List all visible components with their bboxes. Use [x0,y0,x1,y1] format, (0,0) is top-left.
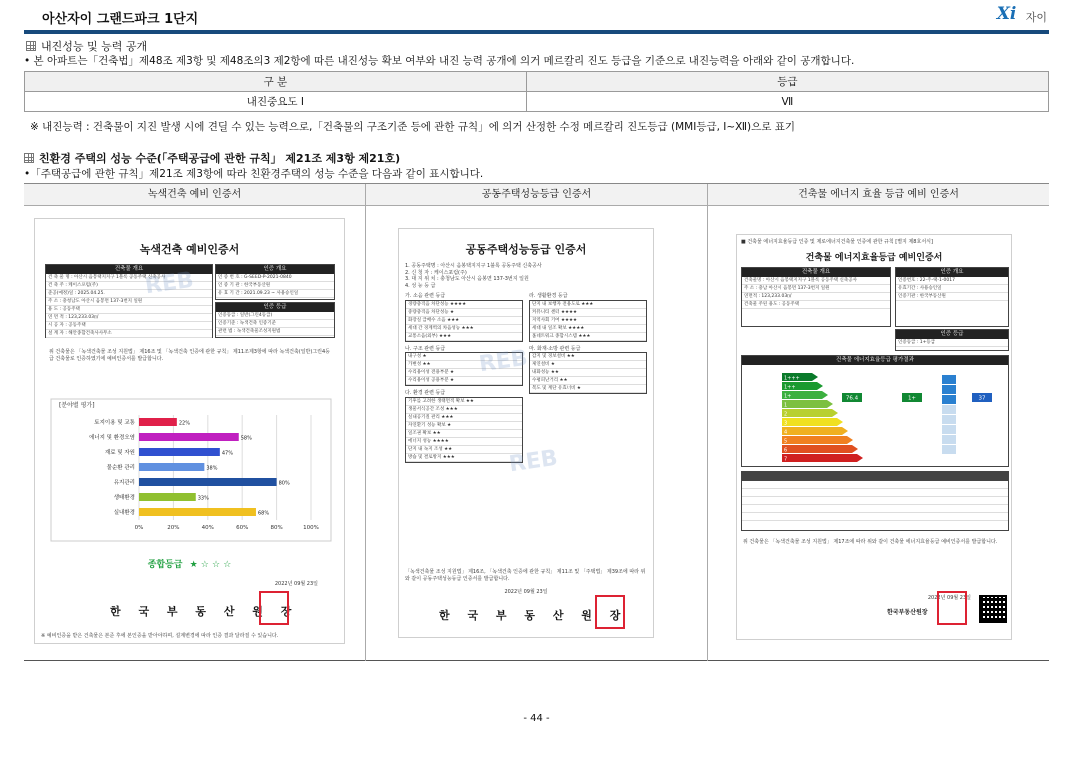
seismic-note: ※ 내진능력 : 건축물이 지진 발생 시에 견딜 수 있는 능력으로,「건축물의 구조기준 등에 관한 규칙」에 의거 산정한 수정 메르칼리 진도등급 (MMI등급, Ⅰ~Ⅻ)으로 표기 [30,121,796,133]
document-title: 아산자이 그랜드파크 1단지 [42,12,199,27]
seismic-description: • 본 아파트는「건축법」제48조 제3항 및 제48조의3 제2항에 따른 내진성능 확보 여부와 내진 능력 공개에 의거 메르칼리 진도 등급을 기준으로 내진능력을 아래와 같이 공개합니다. [24,55,855,67]
chart-title: [분야별 평가] [59,402,95,409]
grade-band-label: 5 [784,438,788,445]
overall-grade: 종합등급 ★ ☆ ☆ ☆ [147,560,232,570]
energy-rating-panel: 건축물 에너지효율등급 평가결과 1+++ 1++ 1+ 1 2 3 4 5 6 7 76.4 1+ 37 [741,355,1009,467]
page-number: - 44 - [523,713,550,724]
category-label: 생태환경 [113,495,135,501]
co2-gauge-segment [942,395,956,404]
header-housing-performance: 공동주택성능등급 인증서 [366,184,708,205]
housing-performance-cert-cell [366,206,708,661]
grade-band [782,445,858,453]
bar [139,463,204,471]
certificate-table [24,183,1049,661]
category-label: 실내환경 [113,510,135,516]
header-green-building: 녹색건축 예비 인증서 [24,184,366,205]
energy-detail-table [741,471,1009,531]
grade-band [782,409,838,417]
bar-value-label: 58% [240,435,252,442]
grade-band [782,454,863,462]
bar-value-label: 68% [257,510,270,517]
grade-marker-label: 1+ [907,395,917,402]
bar [139,493,196,501]
grade-marker-label: 37 [978,395,986,402]
grade-band-label: 1+++ [784,375,800,382]
official-seal-stamp [937,591,967,625]
cert3-statement: 위 건축물은 「녹색건축물 조성 지원법」 제17조에 따라 위와 같이 건축물 에너지효율등급 예비인증서를 발급합니다. [743,539,998,545]
cert3-building-box: 건축물 개요 건축물명 : 아산시 음봉택지지구 1블록 공동주택 신축공사 주 소 : 충남 아산시 음봉면 137-3번지 일원 연면적 : 123,233.03㎡ 건축물 주된 용도 : 공동주택 [741,267,891,327]
grade-band-label: 6 [784,447,788,454]
eco-description: •「주택공급에 관한 규칙」제21조 제3항에 따라 친환경주택의 성능 수준을 다음과 같이 표시합니다. [24,168,484,180]
grade-band [782,418,843,426]
co2-gauge-segment [942,405,956,414]
seismic-row-label: 내진중요도 I [25,92,527,112]
category-label: 재료 및 자원 [104,450,135,456]
header-energy-efficiency: 건축물 에너지 효율 등급 예비 인증서 [798,189,959,200]
x-tick-label: 80% [270,525,283,531]
seismic-table [24,71,1049,112]
energy-grade-bands [742,365,1008,465]
qr-code-icon [979,595,1007,623]
grade-band-label: 1+ [784,393,792,400]
bar-value-label: 33% [197,495,209,502]
watermark: REB [507,445,560,478]
x-tick-label: 0% [134,525,144,531]
cert1-building-box: 건축물 개요 건 축 물 명 : 아산시 음봉택지지구 1블록 공동주택 신축공사 건 축 주 : 케이스포럼(주) 준공(예정)일 : 2025.04.25. 주 소 : 충청남도 아산시 음봉면 137-3번지 일원 용 도 : 공동주택 연 면 적 : 123,233.03㎡ 시 공 자 : 공동주택 설 계 자 : 해안종합건축사사무소 [45,264,213,338]
certificate-table-header [24,184,1049,206]
category-label: 토지이용 및 교통 [94,420,135,426]
grade-marker-label: 76.4 [845,395,859,402]
seismic-col-category: 구 분 [25,72,527,92]
x-tick-label: 40% [201,525,214,531]
energy-efficiency-certificate [736,234,1012,640]
cert3-date: 2022년 09월 23일 [927,595,971,601]
co2-gauge-segment [942,375,956,384]
grade-band-label: 1++ [784,384,796,391]
co2-gauge-segment [942,425,956,434]
bar-value-label: 22% [178,420,190,427]
cert1-grade-box: 인증 등급 인증등급 : 일반(그린4등급) 인증기준 : 녹색건축 인증기준 관련 법 : 녹색건축물조성지원법 [215,302,335,338]
cert1-statement: 위 건축물은 「녹색건축물 조성 지원법」 제16조 및 「녹색건축 인증에 관한 규칙」 제11조제3항에 따라 녹색건축(일반)그린4등급 건축물로 인증하였기에 예비인증서를 발급합니다. [49,349,331,362]
co2-gauge-segment [942,445,956,454]
cert1-signer: 한 국 부 동 산 원 장 [110,605,299,618]
cert2-title: 공동주택성능등급 인증서 [465,243,587,256]
category-evaluation-chart [47,397,337,547]
seismic-row-value: Ⅶ [526,92,1048,112]
category-label: 물순환 관리 [106,465,135,471]
watermark: REB [143,267,196,300]
cert3-title: 건축물 에너지효율등급 예비인증서 [805,253,943,263]
grade-band-label: 3 [784,420,788,427]
cert2-info: 1. 공동주택명 : 아산시 음봉택지지구 1블록 공동주택 신축공사 2. 신 청 자 : 케이스포럼(주) 3. 대 지 위 치 : 충청남도 아산시 음봉면 137-3번지 일원 4. 성 능 등 급 [405,263,542,289]
xi-logo-icon: Xi [996,4,1017,24]
cert2-statement: 「녹색건축물 조성 지원법」 제16조, 「녹색건축 인증에 관한 규칙」 제11조 및 「주택법」 제39조에 따라 위와 같이 공동주택성능등급 인증서를 발급합니다. [405,569,646,582]
grade-band [782,400,833,408]
grade-band [782,436,853,444]
cert2-signer: 한 국 부 동 산 원 장 [439,609,628,622]
official-seal-stamp [259,591,289,625]
bar [139,478,277,486]
x-tick-label: 60% [236,525,249,531]
page-header [24,6,1049,28]
cert3-certification-box: 인증 개요 인증번호 : 22-주-택-1-0017 유효기간 : 사용승인일 인증기관 : 한국부동산원 [895,267,1009,327]
bar [139,448,220,456]
cert1-certification-box: 인증 개요 인 증 번 호 : G-SEED-P-2021-0840 인 증 기 관 : 한국부동산원 유 효 기 간 : 2021.09.23 ~ 사용승인일 [215,264,335,300]
grade-band-label: 4 [784,429,788,436]
cert3-top-note: ■ 건축물 에너지효율등급 인증 및 제로에너지건축물 인증에 관한 규칙 [별지 제8호서식] [741,239,933,245]
co2-gauge-segment [942,435,956,444]
watermark: REB [477,345,530,378]
cert1-footer: ※ 예비인증을 받은 건축물은 본준 후에 본인증을 받아야하며, 설계변경에 따라 인증 결과 달라질 수 있습니다. [41,633,279,639]
x-tick-label: 100% [303,525,319,531]
grade-band-label: 2 [784,411,788,418]
cert2-right-groups: 라. 생활환경 등급 단지 내 보행자 전용도로 ★★★ 커뮤니티 센터 ★★★★ 지역사회 기여 ★★★★ 세대 내 일조 확보 ★★★★ 홈네트워크 종합시스템 ★★★ 마. 화재·소방 관련 등급 감지 및 경보설비 ★★ 제연설비 ★ 내화성능 ★★ 수평피난거리 ★★ 복도 및 계단 유효너비 ★ [529,293,647,394]
bar-value-label: 38% [206,465,218,472]
grade-band-label: 1 [784,402,788,409]
category-label: 유지관리 [113,480,135,486]
co2-gauge-segment [942,385,956,394]
grid-bullet-icon [26,41,36,51]
x-tick-label: 20% [167,525,180,531]
green-building-certificate [34,218,345,644]
bar-value-label: 47% [221,450,233,457]
brand [997,4,1047,26]
brand-name: 자이 [1025,11,1047,24]
bar [139,433,239,441]
cert3-signer: 한국부동산원장 [887,609,928,616]
bar [139,418,177,426]
green-building-cert-cell [24,206,366,661]
official-seal-stamp [595,595,625,629]
seismic-section-title: 내진성능 및 능력 공개 [26,38,147,54]
cert2-left-groups: 가. 소음 관련 등급 경량충격음 차단성능 ★★★★ 중량충격음 차단성능 ★ 화장실 급배수 소음 ★★★ 세대 간 경계벽의 차음성능 ★★★ 교통소음(외부) ★★★ 나. 구조 관련 등급 내구성 ★ 가변성 ★★ 수리용이성 전용부분 ★ 수리용이성 공용부분 ★ 다. 환경 관련 등급 기후를 고려한 생태면적 확보 ★★ 생물서식공간 조성 ★★★ 실내공기질 관리 ★★★ 자연환기 성능 확보 ★ 일조권 확보 ★★ 에너지 성능 ★★★★ 단지 내 녹지 조성 ★★ 방습 및 결로방지 ★★★ [405,293,523,463]
energy-efficiency-cert-cell [708,206,1049,661]
bar [139,508,256,516]
grade-band-label: 7 [784,456,788,463]
co2-gauge-segment [942,415,956,424]
header-divider [24,30,1049,34]
cert1-title: 녹색건축 예비인증서 [139,243,240,256]
grade-band [782,427,848,435]
category-label: 에너지 및 환경오염 [88,435,135,441]
cert3-grade-box: 인증 등급 인증등급 : 1+등급 [895,329,1009,351]
cert2-date: 2022년 09월 23일 [504,589,548,595]
bar-value-label: 80% [278,480,290,487]
grade-stars: ★ ☆ ☆ ☆ [189,560,232,570]
cert1-date: 2022년 09월 23일 [274,581,318,587]
seismic-col-grade: 등급 [526,72,1048,92]
eco-section-title: 친환경 주택의 성능 수준(「주택공급에 관한 규칙」 제21조 제3항 제21호) [24,150,400,166]
grid-bullet-icon [24,153,34,163]
housing-performance-certificate [398,228,654,638]
